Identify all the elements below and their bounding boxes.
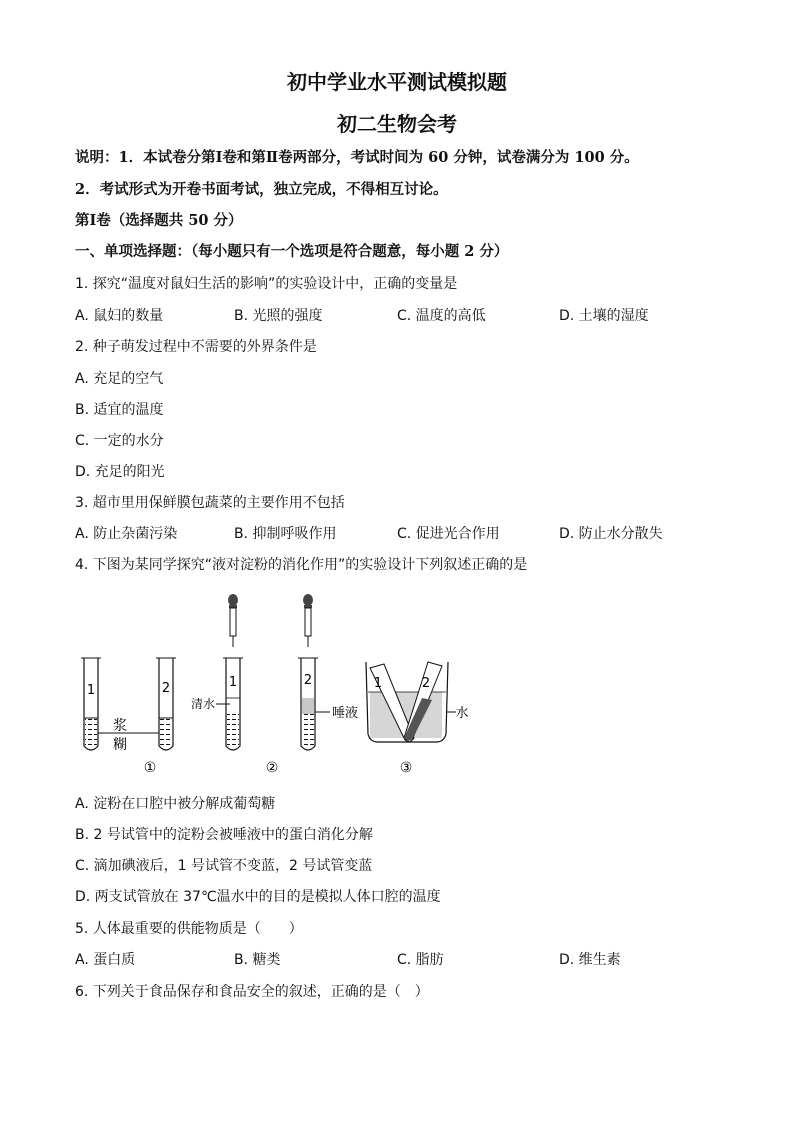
question-3-option-d: D. 防止水分散失 — [559, 526, 663, 542]
step-3-label: ③ — [399, 760, 413, 776]
question-2-option-b: B. 适宜的温度 — [75, 402, 164, 418]
water-bath-beaker — [366, 662, 448, 742]
paste-label-1: 浆 — [113, 718, 127, 734]
step-1-label: ① — [143, 760, 157, 776]
question-4-option-b: B. 2 号试管中的淀粉会被唾液中的蛋白消化分解 — [75, 827, 373, 843]
question-3-option-a: A. 防止杂菌污染 — [75, 526, 178, 542]
tube-water-number: 1 — [228, 675, 238, 690]
tube-2-number: 2 — [161, 681, 171, 696]
question-2-stem: 2. 种子萌发过程中不需要的外界条件是 — [75, 339, 317, 355]
question-1-option-a: A. 鼠妇的数量 — [75, 308, 164, 324]
test-tube-2 — [156, 658, 176, 750]
experiment-figure — [70, 592, 490, 782]
question-3-option-b: B. 抑制呼吸作用 — [234, 526, 337, 542]
question-2-option-d: D. 充足的阳光 — [75, 464, 165, 480]
question-4-option-c: C. 滴加碘液后，1 号试管不变蓝，2 号试管变蓝 — [75, 858, 373, 874]
question-3-stem: 3. 超市里用保鲜膜包蔬菜的主要作用不包括 — [75, 495, 345, 511]
question-3-option-c: C. 促进光合作用 — [397, 526, 500, 542]
exam-subtitle: 初二生物会考 — [337, 112, 457, 136]
saliva-label: 唾液 — [331, 706, 359, 721]
test-tube-1 — [81, 658, 101, 750]
paste-label-2: 糊 — [113, 737, 127, 753]
dropper-1 — [228, 594, 238, 647]
question-2-option-a: A. 充足的空气 — [75, 371, 164, 387]
question-5-option-b: B. 糖类 — [234, 952, 281, 968]
question-4-option-d: D. 两支试管放在 37℃温水中的目的是模拟人体口腔的温度 — [75, 889, 441, 905]
question-4-stem: 4. 下图为某同学探究“液对淀粉的消化作用”的实验设计下列叙述正确的是 — [75, 557, 528, 573]
question-1-option-b: B. 光照的强度 — [234, 308, 323, 324]
bath-water-label: 水 — [455, 706, 469, 721]
question-5-option-d: D. 维生素 — [559, 952, 621, 968]
question-4-option-a: A. 淀粉在口腔中被分解成葡萄糖 — [75, 796, 276, 812]
bath-tube-2-number: 2 — [421, 676, 431, 691]
part-heading: 一、单项选择题：（每小题只有一个选项是符合题意，每小题 2 分） — [75, 243, 509, 260]
exam-title: 初中学业水平测试模拟题 — [287, 70, 507, 94]
step-2-label: ② — [265, 760, 279, 776]
question-2-option-c: C. 一定的水分 — [75, 433, 164, 449]
test-tube-saliva — [298, 658, 318, 750]
question-1-stem: 1. 探究“温度对鼠妇生活的影响”的实验设计中，正确的变量是 — [75, 276, 458, 292]
question-5-option-c: C. 脂肪 — [397, 952, 444, 968]
water-label: 清水 — [190, 697, 216, 711]
question-5-option-a: A. 蛋白质 — [75, 952, 136, 968]
question-5-stem: 5. 人体最重要的供能物质是（ ） — [75, 921, 303, 937]
instructions-line-2: 2．考试形式为开卷书面考试，独立完成，不得相互讨论。 — [75, 181, 448, 198]
instructions-line-1: 说明：1．本试卷分第Ⅰ卷和第Ⅱ卷两部分，考试时间为 60 分钟，试卷满分为 100 分。 — [75, 149, 639, 166]
tube-1-number: 1 — [86, 683, 96, 698]
dropper-2 — [303, 594, 313, 647]
bath-tube-1-number: 1 — [373, 676, 383, 691]
question-1-option-d: D. 土壤的湿度 — [559, 308, 649, 324]
question-6-stem: 6. 下列关于食品保存和食品安全的叙述，正确的是（ ） — [75, 984, 429, 1000]
tube-saliva-number: 2 — [303, 673, 313, 688]
section-heading: 第Ⅰ卷（选择题共 50 分） — [75, 212, 243, 229]
question-1-option-c: C. 温度的高低 — [397, 308, 486, 324]
